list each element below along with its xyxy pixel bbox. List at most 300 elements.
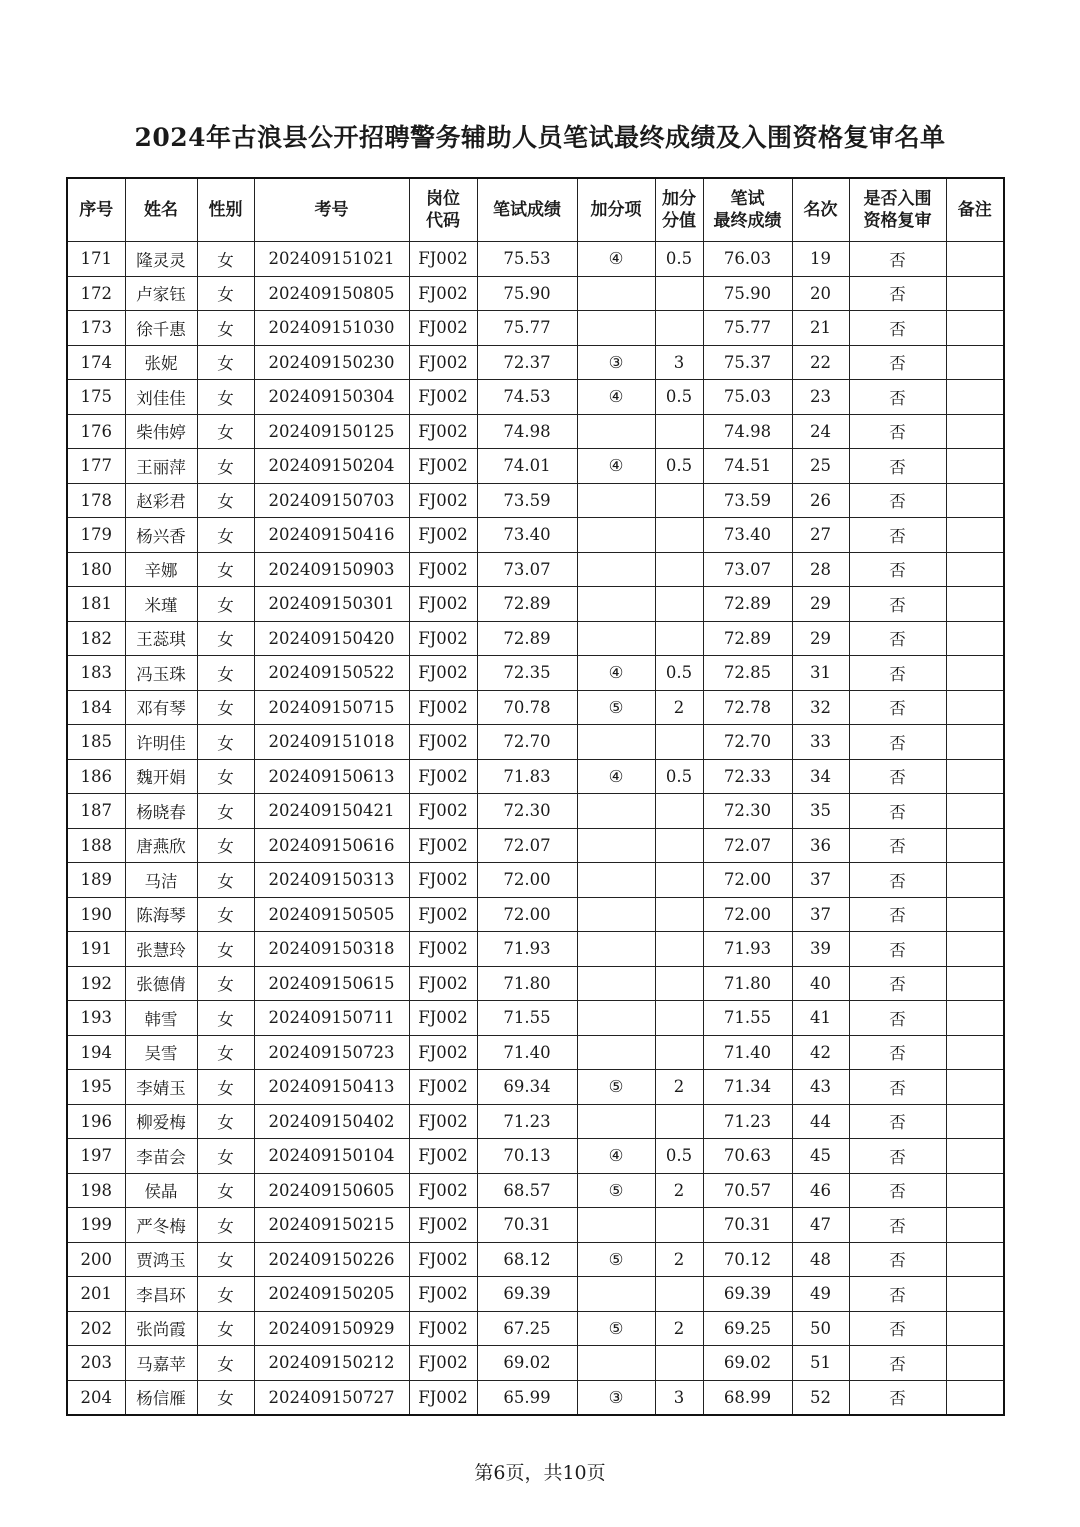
exam-number-cell: 202409150212 xyxy=(254,1346,409,1381)
table-row xyxy=(67,1277,1004,1312)
bonus-value-cell xyxy=(655,414,703,449)
serial-cell: 193 xyxy=(67,1001,125,1036)
table-row xyxy=(67,759,1004,794)
rank-cell: 31 xyxy=(792,656,849,691)
written-score-cell: 74.53 xyxy=(477,380,577,415)
rank-cell: 19 xyxy=(792,242,849,277)
bonus-item-cell: ③ xyxy=(577,345,655,380)
serial-cell: 197 xyxy=(67,1139,125,1174)
post-code-cell: FJ002 xyxy=(409,1346,477,1381)
final-score-cell: 75.03 xyxy=(703,380,792,415)
serial-cell: 188 xyxy=(67,828,125,863)
remarks-cell xyxy=(946,311,1004,346)
bonus-value-cell xyxy=(655,794,703,829)
exam-number-cell: 202409150230 xyxy=(254,345,409,380)
remarks-cell xyxy=(946,449,1004,484)
final-score-cell: 72.33 xyxy=(703,759,792,794)
final-score-cell: 75.77 xyxy=(703,311,792,346)
name-cell: 唐燕欣 xyxy=(125,828,197,863)
shortlisted-cell: 否 xyxy=(849,483,946,518)
bonus-item-cell xyxy=(577,276,655,311)
written-score-cell: 69.02 xyxy=(477,1346,577,1381)
exam-number-cell: 202409150711 xyxy=(254,1001,409,1036)
page-footer: 第6页，共10页 xyxy=(474,1462,606,1484)
exam-number-cell: 202409150226 xyxy=(254,1242,409,1277)
serial-cell: 180 xyxy=(67,552,125,587)
shortlisted-cell: 否 xyxy=(849,518,946,553)
gender-cell: 女 xyxy=(197,966,254,1001)
written-score-cell: 72.89 xyxy=(477,621,577,656)
rank-cell: 47 xyxy=(792,1208,849,1243)
gender-cell: 女 xyxy=(197,1104,254,1139)
bonus-item-cell xyxy=(577,828,655,863)
post-code-cell: FJ002 xyxy=(409,863,477,898)
serial-cell: 183 xyxy=(67,656,125,691)
written-score-cell: 74.01 xyxy=(477,449,577,484)
exam-number-cell: 202409150615 xyxy=(254,966,409,1001)
table-row xyxy=(67,656,1004,691)
rank-cell: 20 xyxy=(792,276,849,311)
serial-cell: 200 xyxy=(67,1242,125,1277)
name-cell: 王蕊琪 xyxy=(125,621,197,656)
bonus-item-cell xyxy=(577,725,655,760)
bonus-item-cell xyxy=(577,483,655,518)
gender-cell: 女 xyxy=(197,449,254,484)
rank-cell: 41 xyxy=(792,1001,849,1036)
bonus-value-cell xyxy=(655,1104,703,1139)
serial-cell: 186 xyxy=(67,759,125,794)
shortlisted-cell: 否 xyxy=(849,966,946,1001)
post-code-cell: FJ002 xyxy=(409,380,477,415)
shortlisted-cell: 否 xyxy=(849,828,946,863)
name-cell: 柳爱梅 xyxy=(125,1104,197,1139)
table-row xyxy=(67,1208,1004,1243)
final-score-cell: 70.63 xyxy=(703,1139,792,1174)
page-title: 2024年古浪县公开招聘警务辅助人员笔试最终成绩及入围资格复审名单 xyxy=(134,123,946,152)
gender-cell: 女 xyxy=(197,1380,254,1415)
bonus-item-cell xyxy=(577,1208,655,1243)
serial-cell: 201 xyxy=(67,1277,125,1312)
shortlisted-cell: 否 xyxy=(849,1104,946,1139)
remarks-cell xyxy=(946,1035,1004,1070)
post-code-cell: FJ002 xyxy=(409,1277,477,1312)
shortlisted-cell: 否 xyxy=(849,414,946,449)
header-cell: 性别 xyxy=(197,178,254,242)
rank-cell: 26 xyxy=(792,483,849,518)
final-score-cell: 73.40 xyxy=(703,518,792,553)
post-code-cell: FJ002 xyxy=(409,966,477,1001)
post-code-cell: FJ002 xyxy=(409,621,477,656)
shortlisted-cell: 否 xyxy=(849,242,946,277)
gender-cell: 女 xyxy=(197,897,254,932)
remarks-cell xyxy=(946,1311,1004,1346)
rank-cell: 37 xyxy=(792,897,849,932)
shortlisted-cell: 否 xyxy=(849,759,946,794)
shortlisted-cell: 否 xyxy=(849,1277,946,1312)
remarks-cell xyxy=(946,1208,1004,1243)
bonus-item-cell: ④ xyxy=(577,380,655,415)
written-score-cell: 71.40 xyxy=(477,1035,577,1070)
name-cell: 张德倩 xyxy=(125,966,197,1001)
written-score-cell: 73.59 xyxy=(477,483,577,518)
name-cell: 张尚霞 xyxy=(125,1311,197,1346)
final-score-cell: 75.90 xyxy=(703,276,792,311)
final-score-cell: 71.40 xyxy=(703,1035,792,1070)
table-row xyxy=(67,1139,1004,1174)
written-score-cell: 71.80 xyxy=(477,966,577,1001)
remarks-cell xyxy=(946,621,1004,656)
bonus-item-cell xyxy=(577,932,655,967)
name-cell: 米瑾 xyxy=(125,587,197,622)
shortlisted-cell: 否 xyxy=(849,1035,946,1070)
written-score-cell: 72.35 xyxy=(477,656,577,691)
bonus-item-cell xyxy=(577,518,655,553)
serial-cell: 184 xyxy=(67,690,125,725)
gender-cell: 女 xyxy=(197,311,254,346)
bonus-item-cell: ⑤ xyxy=(577,1242,655,1277)
post-code-cell: FJ002 xyxy=(409,656,477,691)
written-score-cell: 71.55 xyxy=(477,1001,577,1036)
post-code-cell: FJ002 xyxy=(409,242,477,277)
serial-cell: 199 xyxy=(67,1208,125,1243)
header-cell: 加分 分值 xyxy=(655,178,703,242)
bonus-item-cell xyxy=(577,1104,655,1139)
name-cell: 王丽萍 xyxy=(125,449,197,484)
exam-number-cell: 202409150605 xyxy=(254,1173,409,1208)
post-code-cell: FJ002 xyxy=(409,1380,477,1415)
post-code-cell: FJ002 xyxy=(409,587,477,622)
written-score-cell: 69.34 xyxy=(477,1070,577,1105)
bonus-item-cell: ⑤ xyxy=(577,1173,655,1208)
serial-cell: 195 xyxy=(67,1070,125,1105)
shortlisted-cell: 否 xyxy=(849,449,946,484)
exam-number-cell: 202409150703 xyxy=(254,483,409,518)
remarks-cell xyxy=(946,552,1004,587)
gender-cell: 女 xyxy=(197,242,254,277)
table-row xyxy=(67,1242,1004,1277)
name-cell: 柴伟婷 xyxy=(125,414,197,449)
table-row xyxy=(67,1035,1004,1070)
serial-cell: 192 xyxy=(67,966,125,1001)
exam-number-cell: 202409151021 xyxy=(254,242,409,277)
gender-cell: 女 xyxy=(197,932,254,967)
gender-cell: 女 xyxy=(197,518,254,553)
written-score-cell: 74.98 xyxy=(477,414,577,449)
post-code-cell: FJ002 xyxy=(409,759,477,794)
rank-cell: 33 xyxy=(792,725,849,760)
exam-number-cell: 202409150125 xyxy=(254,414,409,449)
exam-number-cell: 202409150421 xyxy=(254,794,409,829)
gender-cell: 女 xyxy=(197,794,254,829)
remarks-cell xyxy=(946,1173,1004,1208)
shortlisted-cell: 否 xyxy=(849,552,946,587)
post-code-cell: FJ002 xyxy=(409,276,477,311)
rank-cell: 36 xyxy=(792,828,849,863)
written-score-cell: 73.07 xyxy=(477,552,577,587)
name-cell: 侯晶 xyxy=(125,1173,197,1208)
final-score-cell: 70.12 xyxy=(703,1242,792,1277)
remarks-cell xyxy=(946,1001,1004,1036)
exam-number-cell: 202409150413 xyxy=(254,1070,409,1105)
gender-cell: 女 xyxy=(197,1173,254,1208)
shortlisted-cell: 否 xyxy=(849,380,946,415)
table-row xyxy=(67,1311,1004,1346)
table-row xyxy=(67,276,1004,311)
written-score-cell: 70.31 xyxy=(477,1208,577,1243)
bonus-item-cell xyxy=(577,1277,655,1312)
gender-cell: 女 xyxy=(197,380,254,415)
bonus-item-cell: ④ xyxy=(577,449,655,484)
table-row xyxy=(67,1173,1004,1208)
bonus-value-cell xyxy=(655,518,703,553)
written-score-cell: 68.57 xyxy=(477,1173,577,1208)
final-score-cell: 72.89 xyxy=(703,587,792,622)
exam-number-cell: 202409150616 xyxy=(254,828,409,863)
gender-cell: 女 xyxy=(197,483,254,518)
table-row xyxy=(67,621,1004,656)
final-score-cell: 71.93 xyxy=(703,932,792,967)
exam-number-cell: 202409150205 xyxy=(254,1277,409,1312)
remarks-cell xyxy=(946,759,1004,794)
final-score-cell: 72.78 xyxy=(703,690,792,725)
bonus-value-cell: 2 xyxy=(655,1070,703,1105)
name-cell: 张妮 xyxy=(125,345,197,380)
bonus-value-cell xyxy=(655,552,703,587)
name-cell: 严冬梅 xyxy=(125,1208,197,1243)
name-cell: 李婧玉 xyxy=(125,1070,197,1105)
shortlisted-cell: 否 xyxy=(849,1311,946,1346)
gender-cell: 女 xyxy=(197,690,254,725)
remarks-cell xyxy=(946,1139,1004,1174)
rank-cell: 35 xyxy=(792,794,849,829)
bonus-value-cell: 2 xyxy=(655,1242,703,1277)
name-cell: 魏开娟 xyxy=(125,759,197,794)
header-cell: 岗位 代码 xyxy=(409,178,477,242)
rank-cell: 51 xyxy=(792,1346,849,1381)
written-score-cell: 72.70 xyxy=(477,725,577,760)
serial-cell: 179 xyxy=(67,518,125,553)
header-cell: 加分项 xyxy=(577,178,655,242)
table-header-row xyxy=(67,178,1004,242)
remarks-cell xyxy=(946,656,1004,691)
gender-cell: 女 xyxy=(197,276,254,311)
remarks-cell xyxy=(946,725,1004,760)
post-code-cell: FJ002 xyxy=(409,345,477,380)
written-score-cell: 71.93 xyxy=(477,932,577,967)
shortlisted-cell: 否 xyxy=(849,725,946,760)
remarks-cell xyxy=(946,380,1004,415)
gender-cell: 女 xyxy=(197,414,254,449)
bonus-item-cell xyxy=(577,966,655,1001)
rank-cell: 21 xyxy=(792,311,849,346)
final-score-cell: 73.59 xyxy=(703,483,792,518)
final-score-cell: 69.39 xyxy=(703,1277,792,1312)
remarks-cell xyxy=(946,1104,1004,1139)
results-table xyxy=(66,177,1005,1416)
post-code-cell: FJ002 xyxy=(409,1035,477,1070)
final-score-cell: 69.02 xyxy=(703,1346,792,1381)
bonus-value-cell: 3 xyxy=(655,345,703,380)
gender-cell: 女 xyxy=(197,621,254,656)
name-cell: 韩雪 xyxy=(125,1001,197,1036)
rank-cell: 39 xyxy=(792,932,849,967)
name-cell: 隆灵灵 xyxy=(125,242,197,277)
post-code-cell: FJ002 xyxy=(409,1208,477,1243)
serial-cell: 173 xyxy=(67,311,125,346)
post-code-cell: FJ002 xyxy=(409,897,477,932)
rank-cell: 40 xyxy=(792,966,849,1001)
name-cell: 吴雪 xyxy=(125,1035,197,1070)
shortlisted-cell: 否 xyxy=(849,690,946,725)
name-cell: 许明佳 xyxy=(125,725,197,760)
bonus-value-cell xyxy=(655,828,703,863)
final-score-cell: 70.31 xyxy=(703,1208,792,1243)
header-cell: 姓名 xyxy=(125,178,197,242)
written-score-cell: 72.37 xyxy=(477,345,577,380)
exam-number-cell: 202409150204 xyxy=(254,449,409,484)
remarks-cell xyxy=(946,276,1004,311)
bonus-item-cell: ⑤ xyxy=(577,1070,655,1105)
rank-cell: 24 xyxy=(792,414,849,449)
exam-number-cell: 202409150301 xyxy=(254,587,409,622)
rank-cell: 49 xyxy=(792,1277,849,1312)
name-cell: 徐千惠 xyxy=(125,311,197,346)
remarks-cell xyxy=(946,897,1004,932)
post-code-cell: FJ002 xyxy=(409,414,477,449)
name-cell: 杨晓春 xyxy=(125,794,197,829)
table-row xyxy=(67,1346,1004,1381)
written-score-cell: 72.00 xyxy=(477,863,577,898)
remarks-cell xyxy=(946,518,1004,553)
bonus-value-cell xyxy=(655,1035,703,1070)
serial-cell: 198 xyxy=(67,1173,125,1208)
exam-number-cell: 202409150929 xyxy=(254,1311,409,1346)
written-score-cell: 71.83 xyxy=(477,759,577,794)
name-cell: 杨信雁 xyxy=(125,1380,197,1415)
gender-cell: 女 xyxy=(197,1346,254,1381)
gender-cell: 女 xyxy=(197,587,254,622)
name-cell: 李苗会 xyxy=(125,1139,197,1174)
shortlisted-cell: 否 xyxy=(849,1380,946,1415)
bonus-value-cell: 0.5 xyxy=(655,759,703,794)
gender-cell: 女 xyxy=(197,828,254,863)
header-cell: 是否入围 资格复审 xyxy=(849,178,946,242)
name-cell: 赵彩君 xyxy=(125,483,197,518)
bonus-item-cell xyxy=(577,897,655,932)
name-cell: 贾鸿玉 xyxy=(125,1242,197,1277)
gender-cell: 女 xyxy=(197,1035,254,1070)
rank-cell: 44 xyxy=(792,1104,849,1139)
remarks-cell xyxy=(946,242,1004,277)
serial-cell: 175 xyxy=(67,380,125,415)
bonus-value-cell: 0.5 xyxy=(655,242,703,277)
serial-cell: 178 xyxy=(67,483,125,518)
post-code-cell: FJ002 xyxy=(409,1104,477,1139)
rank-cell: 29 xyxy=(792,621,849,656)
bonus-value-cell xyxy=(655,311,703,346)
final-score-cell: 71.34 xyxy=(703,1070,792,1105)
post-code-cell: FJ002 xyxy=(409,518,477,553)
exam-number-cell: 202409150402 xyxy=(254,1104,409,1139)
written-score-cell: 70.78 xyxy=(477,690,577,725)
remarks-cell xyxy=(946,1070,1004,1105)
bonus-item-cell xyxy=(577,552,655,587)
remarks-cell xyxy=(946,863,1004,898)
remarks-cell xyxy=(946,1242,1004,1277)
exam-number-cell: 202409150727 xyxy=(254,1380,409,1415)
exam-number-cell: 202409150715 xyxy=(254,690,409,725)
bonus-item-cell xyxy=(577,621,655,656)
table-body xyxy=(67,242,1004,1416)
name-cell: 辛娜 xyxy=(125,552,197,587)
rank-cell: 46 xyxy=(792,1173,849,1208)
exam-number-cell: 202409150215 xyxy=(254,1208,409,1243)
written-score-cell: 75.90 xyxy=(477,276,577,311)
shortlisted-cell: 否 xyxy=(849,621,946,656)
final-score-cell: 72.07 xyxy=(703,828,792,863)
bonus-value-cell xyxy=(655,932,703,967)
table-row xyxy=(67,311,1004,346)
gender-cell: 女 xyxy=(197,1277,254,1312)
name-cell: 马嘉苹 xyxy=(125,1346,197,1381)
remarks-cell xyxy=(946,345,1004,380)
exam-number-cell: 202409151018 xyxy=(254,725,409,760)
bonus-item-cell xyxy=(577,311,655,346)
shortlisted-cell: 否 xyxy=(849,1346,946,1381)
final-score-cell: 71.80 xyxy=(703,966,792,1001)
serial-cell: 196 xyxy=(67,1104,125,1139)
post-code-cell: FJ002 xyxy=(409,483,477,518)
written-score-cell: 72.30 xyxy=(477,794,577,829)
serial-cell: 172 xyxy=(67,276,125,311)
bonus-item-cell xyxy=(577,863,655,898)
shortlisted-cell: 否 xyxy=(849,311,946,346)
rank-cell: 43 xyxy=(792,1070,849,1105)
name-cell: 杨兴香 xyxy=(125,518,197,553)
post-code-cell: FJ002 xyxy=(409,1311,477,1346)
remarks-cell xyxy=(946,690,1004,725)
bonus-item-cell: ③ xyxy=(577,1380,655,1415)
written-score-cell: 72.07 xyxy=(477,828,577,863)
exam-number-cell: 202409150104 xyxy=(254,1139,409,1174)
bonus-value-cell: 0.5 xyxy=(655,380,703,415)
bonus-value-cell: 2 xyxy=(655,690,703,725)
gender-cell: 女 xyxy=(197,1311,254,1346)
bonus-value-cell xyxy=(655,276,703,311)
serial-cell: 187 xyxy=(67,794,125,829)
table-row xyxy=(67,552,1004,587)
final-score-cell: 71.23 xyxy=(703,1104,792,1139)
rank-cell: 45 xyxy=(792,1139,849,1174)
bonus-item-cell: ⑤ xyxy=(577,1311,655,1346)
gender-cell: 女 xyxy=(197,345,254,380)
post-code-cell: FJ002 xyxy=(409,1242,477,1277)
table-row xyxy=(67,518,1004,553)
final-score-cell: 72.85 xyxy=(703,656,792,691)
bonus-item-cell xyxy=(577,794,655,829)
serial-cell: 203 xyxy=(67,1346,125,1381)
post-code-cell: FJ002 xyxy=(409,794,477,829)
table-row xyxy=(67,380,1004,415)
gender-cell: 女 xyxy=(197,863,254,898)
header-cell: 名次 xyxy=(792,178,849,242)
rank-cell: 22 xyxy=(792,345,849,380)
written-score-cell: 75.53 xyxy=(477,242,577,277)
bonus-value-cell xyxy=(655,863,703,898)
bonus-value-cell xyxy=(655,587,703,622)
shortlisted-cell: 否 xyxy=(849,345,946,380)
exam-number-cell: 202409150522 xyxy=(254,656,409,691)
